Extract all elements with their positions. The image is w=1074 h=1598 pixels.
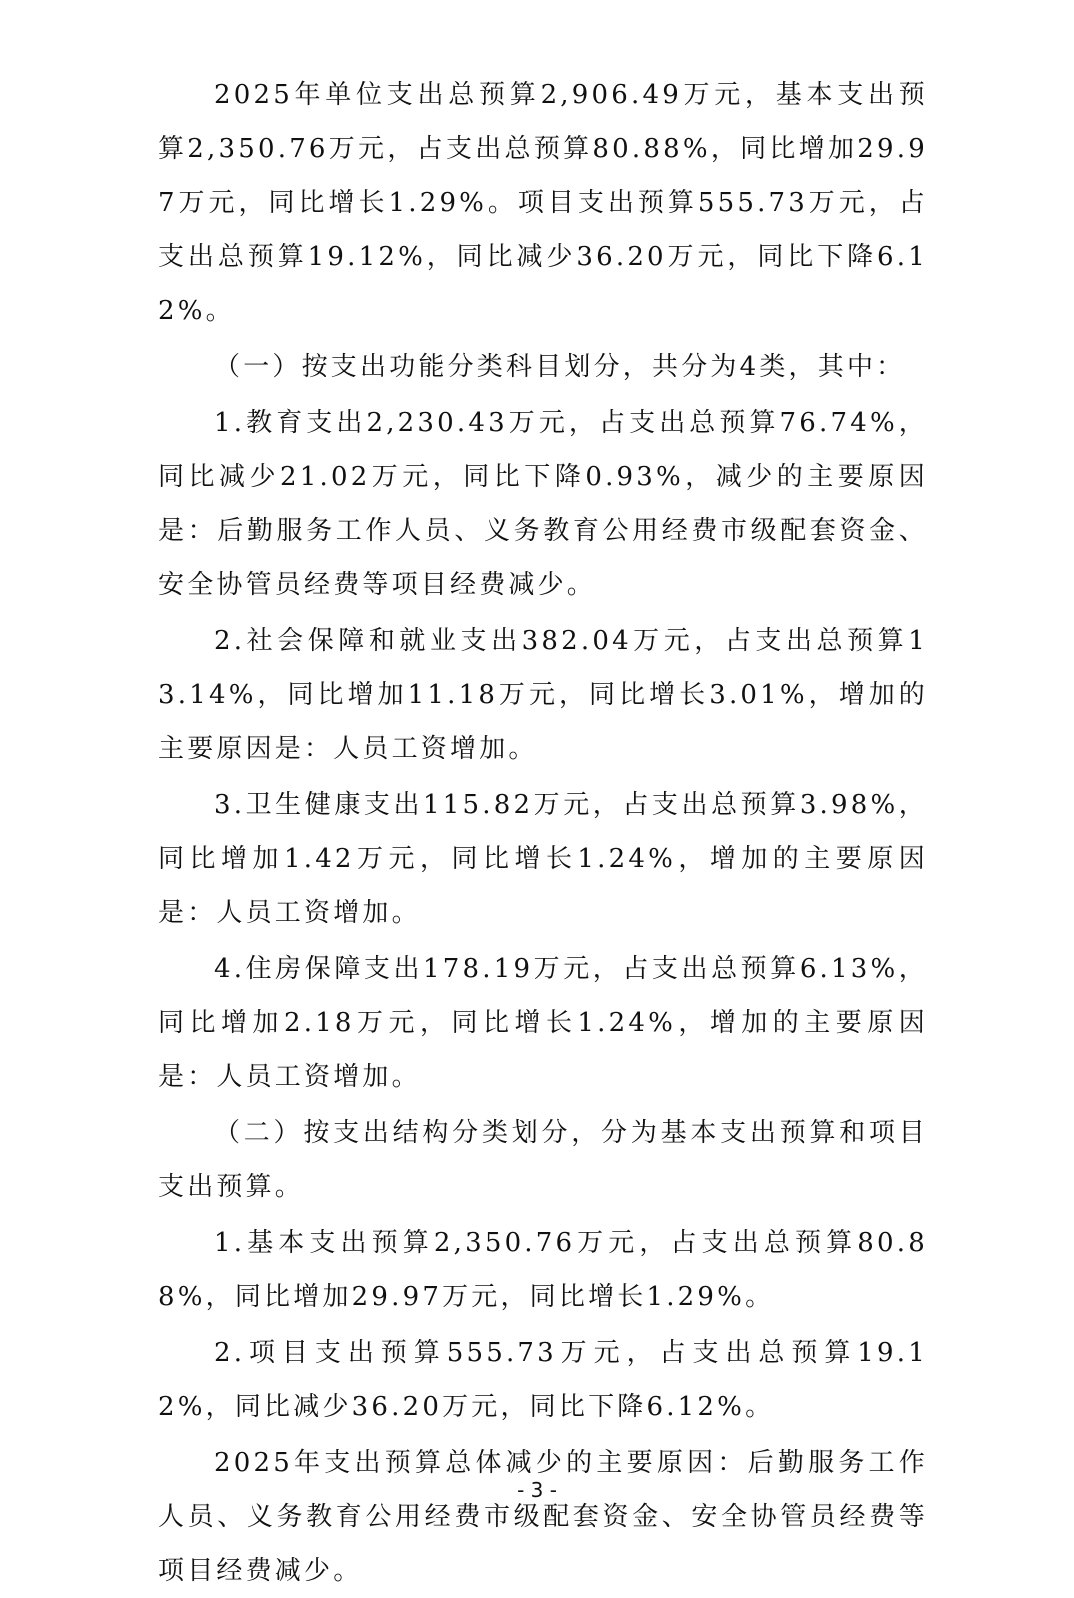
paragraph-total-budget: 2025年单位支出总预算2,906.49万元，基本支出预算2,350.76万元，占支出总预算80.88%，同比增加29.97万元，同比增长1.29%。项目支出预算555.73万元，占支出总预算19.12%，同比减少36.20万元，同比下降6.12%。 <box>158 80 928 326</box>
paragraph-education-expenditure: 1.教育支出2,230.43万元，占支出总预算76.74%，同比减少21.02万元，同比下降0.93%，减少的主要原因是：后勤服务工作人员、义务教育公用经费市级配套资金、安全协管员经费等项目经费减少。 <box>158 408 928 600</box>
paragraph-basic-expenditure: 1.基本支出预算2,350.76万元，占支出总预算80.88%，同比增加29.97万元，同比增长1.29%。 <box>158 1228 928 1312</box>
paragraph-project-expenditure: 2.项目支出预算555.73万元，占支出总预算19.12%，同比减少36.20万元，同比下降6.12%。 <box>158 1338 928 1422</box>
paragraph-decrease-reason: 2025年支出预算总体减少的主要原因：后勤服务工作人员、义务教育公用经费市级配套资金、安全协管员经费等项目经费减少。 <box>158 1448 928 1586</box>
document-body <box>158 68 928 1598</box>
paragraph-functional-classification-heading: （一）按支出功能分类科目划分，共分为4类，其中： <box>214 352 906 382</box>
paragraph-housing-expenditure: 4.住房保障支出178.19万元，占支出总预算6.13%，同比增加2.18万元，同比增长1.24%，增加的主要原因是：人员工资增加。 <box>158 954 928 1092</box>
paragraph-structure-classification-heading: （二）按支出结构分类划分，分为基本支出预算和项目支出预算。 <box>158 1118 928 1202</box>
page-number: - 3 - <box>517 1478 557 1502</box>
paragraph-social-security-expenditure: 2.社会保障和就业支出382.04万元，占支出总预算13.14%，同比增加11.18万元，同比增长3.01%，增加的主要原因是：人员工资增加。 <box>158 626 928 764</box>
paragraph-health-expenditure: 3.卫生健康支出115.82万元，占支出总预算3.98%，同比增加1.42万元，同比增长1.24%，增加的主要原因是：人员工资增加。 <box>158 790 928 928</box>
